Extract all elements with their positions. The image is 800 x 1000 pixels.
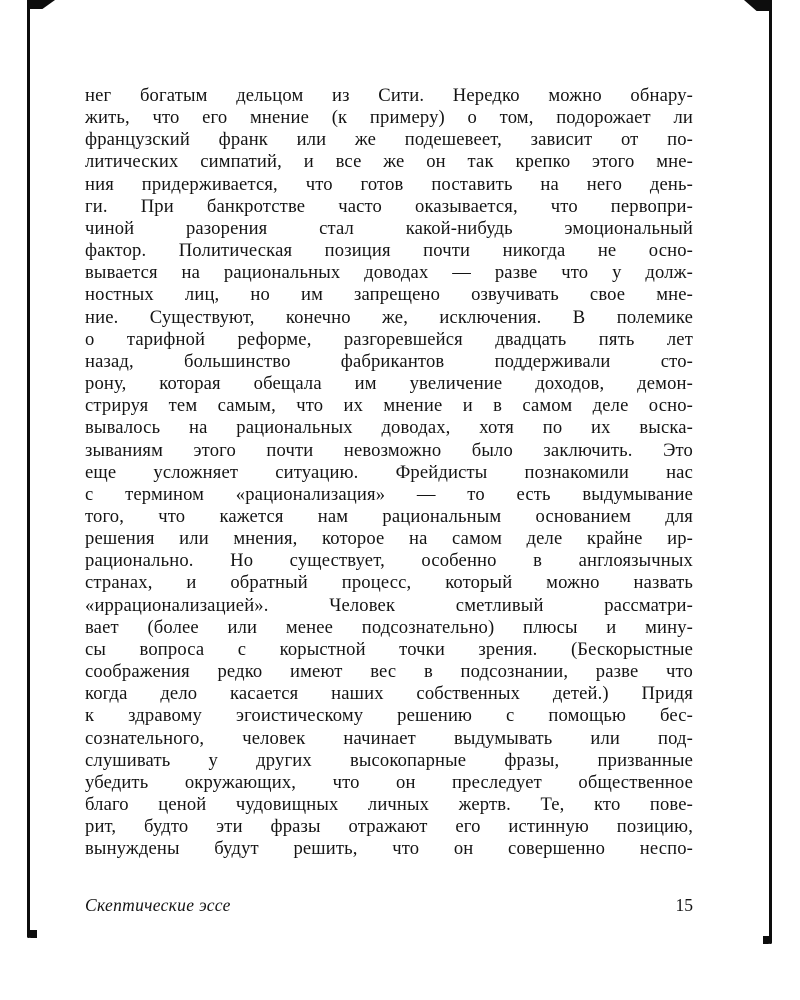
text-line: сознательного, человек начинает выдумывать или под- [85, 727, 693, 749]
text-line: когда дело касается наших собственных детей.) Придя [85, 683, 693, 705]
text-line: сы вопроса с корыстной точки зрения. (Бескорыстные [85, 638, 693, 660]
scan-corner-top-right [744, 0, 772, 11]
text-line: зываниям этого почти невозможно было заключить. Это [85, 439, 693, 461]
text-line: жить, что его мнение (к примеру) о том, подорожает ли [85, 107, 693, 129]
text-line: к здравому эгоистическому решению с помощью бес- [85, 705, 693, 727]
body-text [85, 85, 693, 860]
text-line: соображения редко имеют вес в подсознании, разве что [85, 661, 693, 683]
text-line: литических симпатий, и все же он так крепко этого мне- [85, 151, 693, 173]
text-line: ги. При банкротстве часто оказывается, что первопри- [85, 195, 693, 217]
text-line: с термином «рационализация» — то есть выдумывание [85, 483, 693, 505]
text-line: ния придерживается, что готов поставить на него день- [85, 173, 693, 195]
text-line: убедить окружающих, что он преследует общественное [85, 771, 693, 793]
text-line: стрируя тем самым, что их мнение и в самом деле осно- [85, 395, 693, 417]
text-line: вает (более или менее подсознательно) плюсы и мину- [85, 616, 693, 638]
scan-edge-left [27, 0, 30, 938]
scan-corner-top-left [27, 0, 55, 9]
text-line: странах, и обратный процесс, который можно назвать [85, 572, 693, 594]
text-line: вывалось на рациональных доводах, хотя по их выска- [85, 417, 693, 439]
text-line: «иррационализацией». Человек сметливый рассматри- [85, 594, 693, 616]
text-line: о тарифной реформе, разгоревшейся двадцать пять лет [85, 328, 693, 350]
text-line: назад, большинство фабрикантов поддерживали сто- [85, 350, 693, 372]
text-line: нег богатым дельцом из Сити. Нередко можно обнару- [85, 85, 693, 106]
text-line: рационально. Но существует, особенно в англоязычных [85, 550, 693, 572]
page-footer [85, 895, 693, 916]
page-number: 15 [675, 895, 693, 915]
text-line: благо ценой чудовищных личных жертв. Те, кто пове- [85, 794, 693, 815]
text-line: фактор. Политическая позиция почти никогда не осно- [85, 240, 693, 262]
scan-corner-bottom-right [763, 936, 772, 944]
running-title: Скептические эссе [85, 895, 231, 915]
text-line: рит, будто эти фразы отражают его истинную позицию, [85, 816, 693, 838]
text-line: решения или мнения, которое на самом деле крайне ир- [85, 528, 693, 550]
text-line: ностных лиц, но им запрещено озвучивать свое мне- [85, 284, 693, 306]
text-line: того, что кажется нам рациональным основанием для [85, 505, 693, 527]
scan-corner-bottom-left [27, 930, 37, 938]
text-line: ние. Существуют, конечно же, исключения. В полемике [85, 306, 693, 328]
scan-edge-right [769, 0, 772, 944]
text-line: чиной разорения стал какой-нибудь эмоциональный [85, 217, 693, 239]
text-line: слушивать у других высокопарные фразы, призванные [85, 749, 693, 771]
text-line: еще усложняет ситуацию. Фрейдисты познакомили нас [85, 461, 693, 483]
text-line: вынуждены будут решить, что он совершенно неспо- [85, 838, 693, 860]
text-line: вывается на рациональных доводах — разве что у долж- [85, 262, 693, 284]
text-line: рону, которая обещала им увеличение доходов, демон- [85, 373, 693, 395]
text-line: французский франк или же подешевеет, зависит от по- [85, 129, 693, 151]
